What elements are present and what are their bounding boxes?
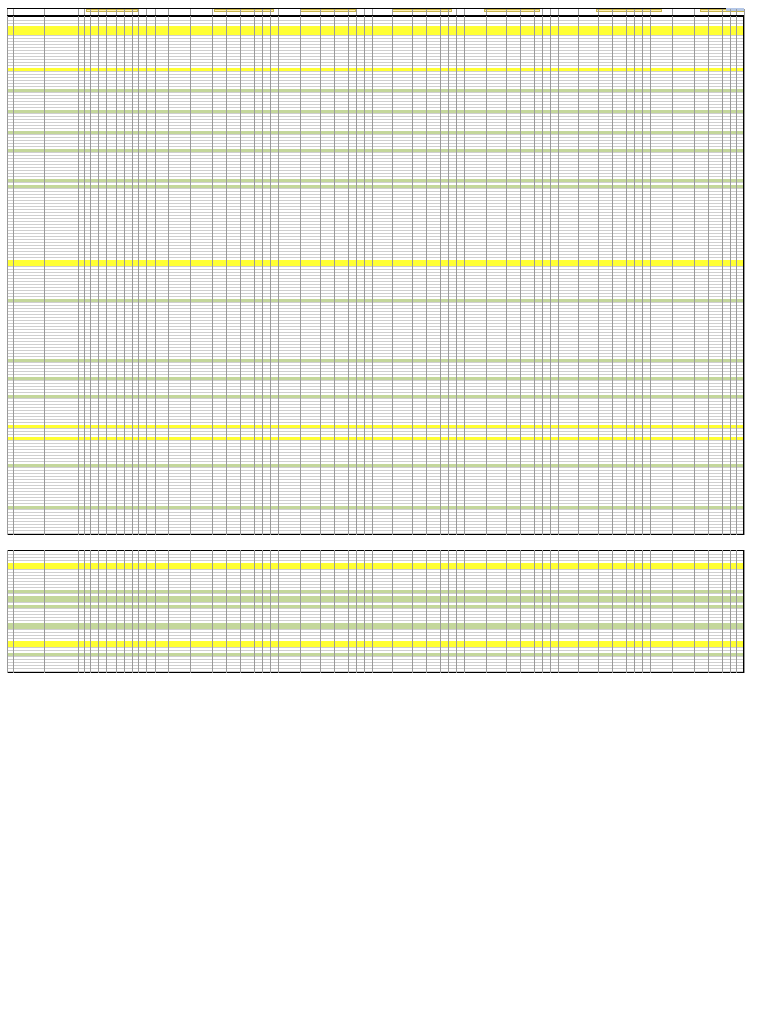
column-line: [736, 9, 737, 535]
column-line: [578, 550, 579, 673]
column-line: [694, 550, 695, 673]
column-line: [534, 9, 535, 535]
column-line: [708, 9, 709, 535]
column-line: [98, 9, 99, 535]
column-line: [44, 550, 45, 673]
column-line: [334, 550, 335, 673]
column-line: [612, 550, 613, 673]
column-line: [642, 550, 643, 673]
column-line: [226, 9, 227, 535]
column-line: [412, 9, 413, 535]
column-line: [372, 9, 373, 535]
column-line: [240, 9, 241, 535]
column-line: [520, 9, 521, 535]
column-line: [456, 550, 457, 673]
column-line: [190, 550, 191, 673]
column-line: [212, 9, 213, 535]
column-line: [412, 550, 413, 673]
column-line: [506, 9, 507, 535]
column-line: [440, 550, 441, 673]
column-line: [598, 9, 599, 535]
column-line: [98, 550, 99, 673]
column-line: [84, 9, 85, 535]
column-line: [464, 550, 465, 673]
column-line: [708, 550, 709, 673]
column-line: [168, 550, 169, 673]
column-line: [426, 550, 427, 673]
column-line: [270, 9, 271, 535]
column-line: [78, 9, 79, 535]
column-line: [612, 9, 613, 535]
column-line: [448, 550, 449, 673]
column-line: [598, 550, 599, 673]
column-line: [364, 550, 365, 673]
column-line: [7, 9, 8, 535]
column-line: [672, 550, 673, 673]
column-line: [132, 9, 133, 535]
column-line: [13, 9, 14, 535]
column-line: [730, 550, 731, 673]
column-line: [155, 550, 156, 673]
column-line: [240, 550, 241, 673]
column-line: [392, 550, 393, 673]
column-line: [520, 550, 521, 673]
column-line: [334, 9, 335, 535]
column-line: [13, 550, 14, 673]
column-line: [124, 550, 125, 673]
column-line: [426, 9, 427, 535]
column-line: [106, 9, 107, 535]
column-line: [744, 9, 745, 535]
column-line: [190, 9, 191, 535]
column-line: [84, 550, 85, 673]
column-line: [736, 550, 737, 673]
column-line: [550, 550, 551, 673]
column-line: [226, 550, 227, 673]
column-line: [634, 9, 635, 535]
column-line: [262, 9, 263, 535]
column-line: [254, 550, 255, 673]
column-line: [542, 9, 543, 535]
column-line: [90, 9, 91, 535]
column-line: [356, 9, 357, 535]
column-line: [550, 9, 551, 535]
column-line: [650, 9, 651, 535]
column-line: [138, 550, 139, 673]
column-line: [212, 550, 213, 673]
column-line: [300, 550, 301, 673]
column-line: [558, 550, 559, 673]
column-line: [722, 550, 723, 673]
column-line: [138, 9, 139, 535]
column-line: [348, 9, 349, 535]
column-line: [672, 9, 673, 535]
column-line: [642, 9, 643, 535]
column-line: [146, 550, 147, 673]
column-line: [155, 9, 156, 535]
column-line: [300, 9, 301, 535]
column-line: [78, 550, 79, 673]
column-line: [486, 9, 487, 535]
column-line: [44, 9, 45, 535]
column-line: [132, 550, 133, 673]
column-line: [90, 550, 91, 673]
column-line: [146, 9, 147, 535]
column-header-row: [7, 12, 744, 16]
column-line: [694, 9, 695, 535]
column-line: [634, 550, 635, 673]
column-line: [578, 9, 579, 535]
column-line: [372, 550, 373, 673]
column-line: [254, 9, 255, 535]
column-line: [278, 9, 279, 535]
column-line: [464, 9, 465, 535]
column-line: [722, 9, 723, 535]
column-line: [7, 550, 8, 673]
column-line: [364, 9, 365, 535]
column-line: [116, 9, 117, 535]
column-line: [558, 9, 559, 535]
column-line: [278, 550, 279, 673]
column-line: [534, 550, 535, 673]
column-line: [650, 550, 651, 673]
column-line: [506, 550, 507, 673]
column-line: [744, 550, 745, 673]
column-line: [730, 9, 731, 535]
column-line: [440, 9, 441, 535]
column-line: [356, 550, 357, 673]
column-line: [168, 9, 169, 535]
column-line: [486, 550, 487, 673]
column-line: [626, 550, 627, 673]
column-line: [448, 9, 449, 535]
column-line: [320, 9, 321, 535]
column-line: [542, 550, 543, 673]
column-line: [262, 550, 263, 673]
column-line: [106, 550, 107, 673]
column-line: [116, 550, 117, 673]
column-line: [348, 550, 349, 673]
column-line: [626, 9, 627, 535]
column-line: [124, 9, 125, 535]
column-line: [456, 9, 457, 535]
column-line: [392, 9, 393, 535]
column-line: [320, 550, 321, 673]
column-line: [270, 550, 271, 673]
